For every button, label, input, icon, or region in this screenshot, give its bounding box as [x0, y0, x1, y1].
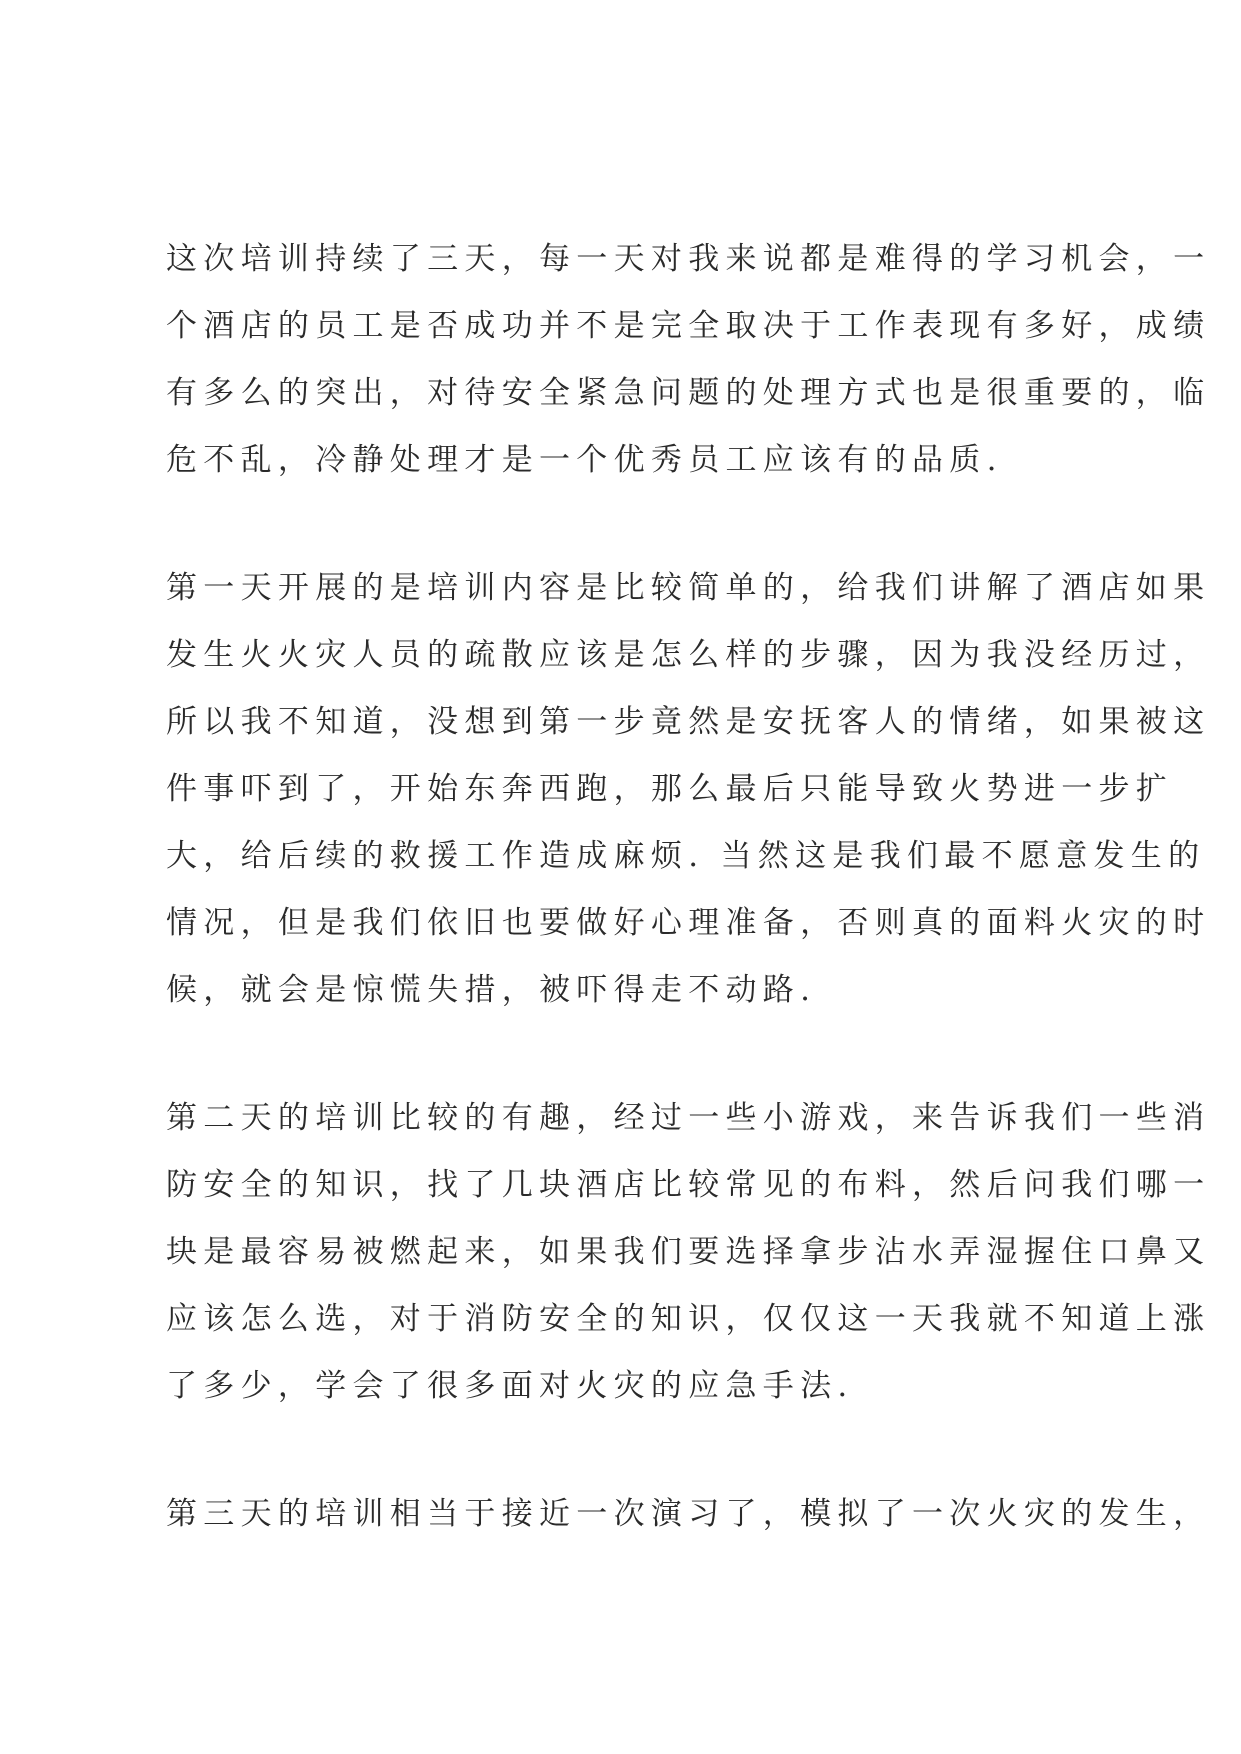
- text-line: 第三天的培训相当于接近一次演习了，模拟了一次火灾的发生，: [166, 1496, 1211, 1532]
- text-line: 候，就会是惊慌失措，被吓得走不动路.: [166, 972, 817, 1008]
- text-line: 所以我不知道，没想到第一步竟然是安抚客人的情绪，如果被这: [166, 704, 1211, 740]
- text-line: 应该怎么选，对于消防安全的知识，仅仅这一天我就不知道上涨: [166, 1301, 1211, 1337]
- paragraph-4: [166, 1481, 1211, 1548]
- text-line: 情况，但是我们依旧也要做好心理准备，否则真的面料火灾的时: [166, 905, 1211, 941]
- paragraph-1: [166, 226, 1211, 494]
- text-line: 第一天开展的是培训内容是比较简单的，给我们讲解了酒店如果: [166, 570, 1211, 606]
- document-body: [166, 226, 1211, 1609]
- paragraph-2: [166, 555, 1211, 1024]
- text-line: 第二天的培训比较的有趣，经过一些小游戏，来告诉我们一些消: [166, 1100, 1211, 1136]
- text-line: 有多么的突出，对待安全紧急问题的处理方式也是很重要的，临: [166, 375, 1211, 411]
- text-line: 大，给后续的救援工作造成麻烦. 当然这是我们最不愿意发生的: [166, 838, 1206, 874]
- paragraph-3: [166, 1085, 1211, 1420]
- text-line: 个酒店的员工是否成功并不是完全取决于工作表现有多好，成绩: [166, 308, 1211, 344]
- text-line: 危不乱，冷静处理才是一个优秀员工应该有的品质.: [166, 442, 1003, 478]
- text-line: 这次培训持续了三天，每一天对我来说都是难得的学习机会，一: [166, 241, 1211, 277]
- text-line: 防安全的知识，找了几块酒店比较常见的布料，然后问我们哪一: [166, 1167, 1211, 1203]
- text-line: 了多少，学会了很多面对火灾的应急手法.: [166, 1368, 854, 1404]
- text-line: 件事吓到了，开始东奔西跑，那么最后只能导致火势进一步扩: [166, 771, 1174, 807]
- text-line: 块是最容易被燃起来，如果我们要选择拿步沾水弄湿握住口鼻又: [166, 1234, 1211, 1270]
- text-line: 发生火火灾人员的疏散应该是怎么样的步骤，因为我没经历过，: [166, 637, 1211, 673]
